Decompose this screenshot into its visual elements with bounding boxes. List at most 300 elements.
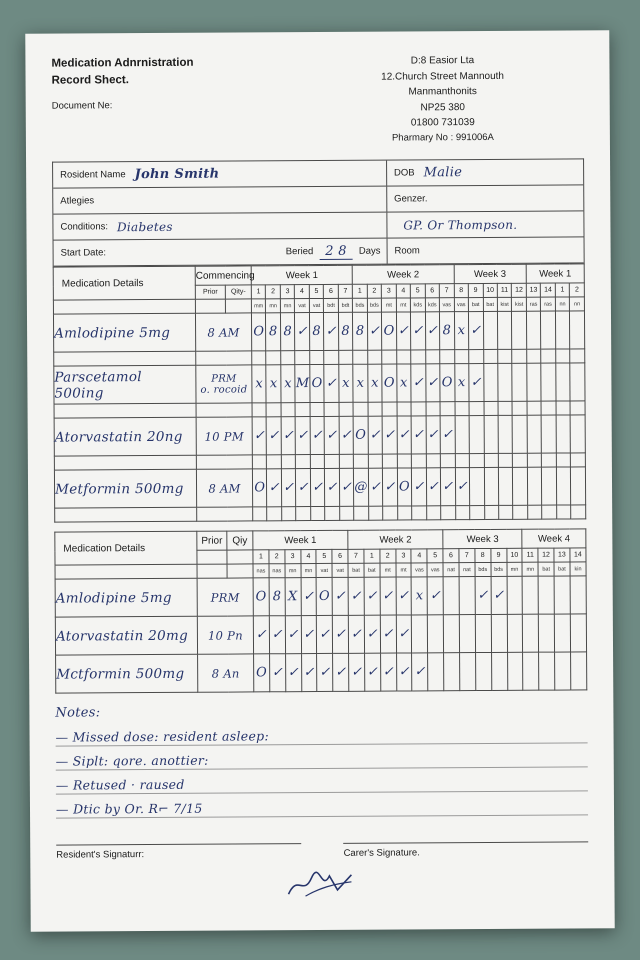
administration-cell[interactable] [570, 614, 586, 652]
day-number: 7 [348, 549, 364, 563]
day-number: 14 [541, 283, 556, 297]
administration-cell[interactable]: X [285, 578, 301, 616]
administration-cell[interactable]: ✓ [348, 577, 364, 615]
administration-cell[interactable] [491, 653, 507, 691]
administration-cell[interactable]: ✓ [396, 577, 412, 615]
administration-cell[interactable]: ✓ [441, 468, 456, 506]
prior-subheader [197, 550, 227, 564]
spacer-cell [484, 402, 499, 416]
administration-cell[interactable] [469, 416, 484, 454]
spacer-cell [499, 506, 514, 520]
administration-cell[interactable] [570, 652, 586, 690]
administration-cell[interactable] [428, 653, 444, 691]
administration-cell[interactable]: O [310, 365, 325, 403]
spacer-cell [397, 454, 412, 468]
day-label: bat [483, 298, 498, 312]
pharmacy-phone: 01800 731039 [410, 117, 475, 129]
pharmacy-address-2: Manmanthonits [408, 86, 477, 98]
administration-cell[interactable] [539, 652, 555, 690]
room-cell [387, 238, 583, 264]
spacer-cell [339, 455, 354, 469]
administration-cell[interactable]: ✓ [411, 364, 426, 402]
administration-cell[interactable]: ✓ [364, 653, 380, 691]
spacer-cell [426, 402, 441, 416]
spacer-cell [310, 455, 325, 469]
administration-cell[interactable]: ✓ [281, 469, 296, 507]
administration-cell[interactable]: O [253, 578, 269, 616]
day-number: 5 [309, 285, 324, 299]
administration-cell[interactable]: ✓ [455, 468, 470, 506]
administration-cell[interactable]: O [252, 469, 267, 507]
administration-cell[interactable]: ✓ [339, 469, 354, 507]
administration-cell[interactable] [522, 576, 538, 614]
day-label: bds [353, 298, 368, 312]
day-number: 3 [396, 549, 412, 563]
medication-row [53, 311, 584, 352]
day-number: 6 [443, 549, 459, 563]
med-details-header: Medication Details [53, 266, 195, 300]
spacer-cell [325, 507, 340, 521]
medication-row [56, 652, 587, 693]
day-number: 2 [269, 550, 285, 564]
spacer-cell [397, 506, 412, 520]
administration-cell[interactable]: 8 [338, 313, 353, 351]
administration-cell[interactable]: O [353, 416, 368, 454]
note-line: — Dtic by Or. R⌐ 7/15 [56, 792, 588, 819]
spacer-cell [455, 454, 470, 468]
spacer-cell [397, 402, 412, 416]
week-header: Week 1 [526, 264, 584, 283]
administration-cell[interactable] [541, 363, 556, 401]
spacer-cell [295, 403, 310, 417]
commencing-header: Commencing [195, 266, 251, 285]
administration-cell[interactable] [538, 576, 554, 614]
day-label: ras [526, 297, 541, 311]
administration-cell[interactable]: 8 [266, 313, 281, 351]
spacer-cell [498, 350, 513, 364]
administration-cell[interactable]: ✓ [426, 416, 441, 454]
administration-cell[interactable] [512, 311, 527, 349]
administration-cell[interactable]: ✓ [301, 654, 317, 692]
administration-cell[interactable] [570, 311, 585, 349]
day-label: ras [541, 297, 556, 311]
day-number: 6 [324, 285, 339, 299]
administration-cell[interactable] [459, 577, 475, 615]
qty-subheader [227, 550, 253, 564]
administration-cell[interactable]: ✓ [285, 616, 301, 654]
administration-cell[interactable]: ✓ [440, 416, 455, 454]
administration-cell[interactable]: ✓ [380, 615, 396, 653]
administration-cell[interactable] [512, 363, 527, 401]
header-left [51, 54, 301, 112]
administration-cell[interactable] [554, 576, 570, 614]
administration-cell[interactable]: ✓ [349, 653, 365, 691]
administration-cell[interactable] [428, 615, 444, 653]
administration-cell[interactable]: 8 [440, 312, 455, 350]
period-group [286, 243, 387, 260]
administration-cell[interactable]: ✓ [396, 653, 412, 691]
administration-cell[interactable]: ✓ [383, 468, 398, 506]
administration-cell[interactable]: x [454, 364, 469, 402]
administration-cell[interactable] [455, 416, 470, 454]
day-label: kist [497, 298, 512, 312]
administration-cell[interactable]: ✓ [364, 615, 380, 653]
spacer-cell [470, 506, 485, 520]
administration-cell[interactable]: ✓ [325, 469, 340, 507]
day-label: bat [554, 562, 570, 576]
allergies-label: Atlegies [60, 195, 95, 207]
administration-cell[interactable] [459, 615, 475, 653]
administration-cell[interactable] [556, 415, 571, 453]
administration-cell[interactable]: ✓ [469, 364, 484, 402]
administration-cell[interactable]: ✓ [333, 616, 349, 654]
signature-row [56, 842, 588, 864]
administration-cell[interactable]: ✓ [367, 312, 382, 350]
administration-cell[interactable]: ✓ [269, 616, 285, 654]
administration-cell[interactable]: ✓ [364, 577, 380, 615]
spacer-cell [426, 506, 441, 520]
administration-cell[interactable]: ✓ [425, 312, 440, 350]
administration-cell[interactable]: ✓ [382, 416, 397, 454]
spacer-cell [197, 507, 253, 521]
day-number: 5 [427, 549, 443, 563]
day-label: bat [364, 563, 380, 577]
week-header: Week 3 [454, 264, 526, 283]
day-number: 8 [475, 549, 491, 563]
administration-cell[interactable] [542, 467, 557, 505]
administration-cell[interactable]: ✓ [295, 313, 310, 351]
qty-header: Qity- [225, 285, 251, 299]
conditions-value: Diabetes [116, 219, 173, 234]
administration-cell[interactable] [491, 615, 507, 653]
administration-cell[interactable]: O [316, 578, 332, 616]
administration-cell[interactable]: ✓ [296, 417, 311, 455]
allergies-row [53, 186, 583, 215]
administration-cell[interactable]: ✓ [427, 577, 443, 615]
spacer-cell [571, 453, 586, 467]
dose-time: 10 Pn [197, 616, 253, 654]
week-header: Week 1 [251, 266, 352, 286]
administration-cell[interactable] [443, 577, 459, 615]
day-label: mn [507, 562, 523, 576]
administration-cell[interactable]: x [266, 365, 281, 403]
administration-cell[interactable]: O [251, 313, 266, 351]
day-label: vas [454, 298, 469, 312]
resident-signature-block[interactable] [56, 843, 301, 863]
administration-cell[interactable] [513, 415, 528, 453]
day-label: mt [396, 563, 412, 577]
spacer-cell [252, 455, 267, 469]
document-number-label: Document Ne: [51, 100, 113, 112]
administration-cell[interactable] [469, 468, 484, 506]
medication-name: Amlodipine 5mg [53, 313, 195, 352]
administration-cell[interactable]: @ [354, 468, 369, 506]
spacer-cell [513, 505, 528, 519]
administration-cell[interactable]: x [281, 365, 296, 403]
spacer-cell [368, 402, 383, 416]
day-label: mn [301, 564, 317, 578]
period-value: 2 8 [319, 244, 353, 260]
administration-cell[interactable] [527, 415, 542, 453]
spacer-cell [339, 507, 354, 521]
spacer-cell [513, 453, 528, 467]
administration-cell[interactable]: ✓ [317, 616, 333, 654]
administration-cell[interactable]: ✓ [339, 417, 354, 455]
start-date-label: Start Date: [60, 247, 107, 259]
day-label: nat [459, 563, 475, 577]
start-date-row [54, 238, 584, 267]
administration-cell[interactable]: ✓ [368, 468, 383, 506]
administration-cell[interactable] [523, 614, 539, 652]
spacer-cell [54, 455, 196, 470]
qty-header: Qiy [227, 531, 253, 550]
administration-cell[interactable]: ✓ [285, 654, 301, 692]
page-title-line2: Record Shect. [51, 73, 129, 87]
day-number: 1 [251, 285, 266, 299]
medication-name: Atorvastatin 20mg [55, 616, 197, 655]
spacer-cell [425, 350, 440, 364]
administration-cell[interactable]: ✓ [380, 653, 396, 691]
spacer-cell [382, 402, 397, 416]
administration-cell[interactable]: x [396, 364, 411, 402]
administration-cell[interactable] [523, 652, 539, 690]
administration-cell[interactable] [527, 363, 542, 401]
spacer-cell [440, 454, 455, 468]
carer-signature-block[interactable] [343, 842, 588, 862]
spacer-cell [353, 350, 368, 364]
administration-cell[interactable]: ✓ [301, 578, 317, 616]
administration-cell[interactable] [507, 576, 523, 614]
day-number: 5 [410, 284, 425, 298]
dose-time: PRM o. rocoid [196, 365, 252, 403]
day-label: bds [367, 298, 382, 312]
administration-cell[interactable]: ✓ [332, 578, 348, 616]
spacer-cell [55, 507, 197, 522]
administration-cell[interactable]: ✓ [348, 615, 364, 653]
note-line: — Missed dose: resident asleep: [55, 720, 587, 747]
administration-cell[interactable] [483, 364, 498, 402]
dose-time: 8 AM [195, 313, 251, 351]
spacer-cell [454, 350, 469, 364]
spacer-cell [310, 351, 325, 365]
spacer-cell [383, 454, 398, 468]
week-header: Week 2 [352, 265, 453, 285]
administration-cell[interactable]: O [254, 654, 270, 692]
administration-cell[interactable]: x [454, 312, 469, 350]
administration-cell[interactable]: O [440, 364, 455, 402]
spacer-cell [295, 351, 310, 365]
administration-cell[interactable]: ✓ [281, 417, 296, 455]
administration-cell[interactable] [498, 468, 513, 506]
spacer-cell [54, 403, 196, 418]
administration-cell[interactable] [498, 364, 513, 402]
administration-cell[interactable]: ✓ [396, 312, 411, 350]
administration-cell[interactable]: O [382, 312, 397, 350]
spacer-cell [556, 401, 571, 415]
administration-cell[interactable]: ✓ [411, 416, 426, 454]
resident-signature-label: Resident's Signaturr: [56, 849, 145, 861]
carer-signature-label: Carer's Signature. [343, 847, 420, 860]
administration-cell[interactable]: ✓ [253, 616, 269, 654]
administration-cell[interactable]: O [382, 364, 397, 402]
spacer-cell [383, 506, 398, 520]
administration-cell[interactable]: ✓ [412, 653, 428, 691]
spacer-cell [426, 454, 441, 468]
administration-cell[interactable] [555, 311, 570, 349]
medication-row [54, 415, 585, 456]
administration-cell[interactable]: ✓ [396, 615, 412, 653]
administration-cell[interactable]: 8 [353, 312, 368, 350]
administration-cell[interactable]: ✓ [475, 577, 491, 615]
day-number: 7 [459, 549, 475, 563]
administration-cell[interactable]: ✓ [469, 312, 484, 350]
administration-cell[interactable] [571, 467, 586, 505]
administration-cell[interactable]: ✓ [368, 416, 383, 454]
day-label: mt [380, 563, 396, 577]
administration-cell[interactable]: ✓ [333, 654, 349, 692]
dose-time: 8 An [198, 654, 254, 692]
administration-cell[interactable]: M [295, 365, 310, 403]
administration-cell[interactable]: 8 [280, 313, 295, 351]
administration-cell[interactable]: ✓ [310, 417, 325, 455]
administration-cell[interactable] [475, 615, 491, 653]
resident-name-value: John Smith [134, 166, 220, 183]
administration-cell[interactable]: ✓ [296, 469, 311, 507]
administration-cell[interactable] [497, 312, 512, 350]
spacer-cell [281, 455, 296, 469]
day-label: nat [443, 563, 459, 577]
administration-cell[interactable]: x [252, 365, 267, 403]
administration-cell[interactable]: ✓ [412, 468, 427, 506]
administration-cell[interactable]: ✓ [252, 417, 267, 455]
administration-cell[interactable] [513, 467, 528, 505]
administration-cell[interactable]: ✓ [267, 469, 282, 507]
notes-title: Notes: [55, 705, 101, 721]
administration-cell[interactable]: ✓ [397, 416, 412, 454]
administration-cell[interactable]: 8 [309, 313, 324, 351]
medication-row [54, 467, 585, 508]
pharmacy-block [301, 52, 584, 146]
administration-cell[interactable] [475, 653, 491, 691]
administration-cell[interactable] [443, 615, 459, 653]
spacer-cell [252, 403, 267, 417]
spacer-cell [441, 506, 456, 520]
day-number: 8 [454, 284, 469, 298]
week-header: Week 1 [253, 531, 348, 551]
pharmacy-postcode: NP25 380 [420, 101, 466, 113]
administration-cell[interactable] [507, 614, 523, 652]
administration-cell[interactable] [554, 614, 570, 652]
administration-cell[interactable]: ✓ [324, 365, 339, 403]
administration-cell[interactable] [460, 653, 476, 691]
administration-cell[interactable] [507, 652, 523, 690]
administration-cell[interactable]: ✓ [491, 577, 507, 615]
administration-cell[interactable]: x [339, 365, 354, 403]
spacer-cell [570, 401, 585, 415]
spacer-cell [484, 454, 499, 468]
administration-cell[interactable] [412, 615, 428, 653]
administration-cell[interactable]: x [412, 577, 428, 615]
administration-cell[interactable]: ✓ [425, 364, 440, 402]
spacer-cell [354, 506, 369, 520]
administration-cell[interactable] [483, 312, 498, 350]
resident-name-cell [53, 161, 387, 188]
day-label: bds [475, 563, 491, 577]
administration-cell[interactable]: ✓ [324, 417, 339, 455]
administration-cell[interactable] [526, 311, 541, 349]
administration-cell[interactable]: ✓ [317, 654, 333, 692]
pharmacy-name: D:8 Easior Lta [410, 55, 475, 67]
administration-cell[interactable] [555, 652, 571, 690]
administration-cell[interactable]: ✓ [267, 417, 282, 455]
spacer-cell [281, 351, 296, 365]
administration-cell[interactable] [541, 415, 556, 453]
medication-name: Parscetamol 500ing [54, 365, 196, 404]
administration-cell[interactable] [498, 416, 513, 454]
administration-cell[interactable] [539, 614, 555, 652]
conditions-label: Conditions: [60, 221, 109, 233]
administration-cell[interactable] [570, 576, 586, 614]
day-label: mn [285, 564, 301, 578]
administration-cell[interactable]: ✓ [269, 654, 285, 692]
administration-cell[interactable] [556, 363, 571, 401]
spacer-cell [296, 455, 311, 469]
medication-name: Metformin 500mg [54, 469, 196, 508]
administration-cell[interactable]: x [353, 364, 368, 402]
day-number: 6 [425, 284, 440, 298]
spacer-cell [296, 507, 311, 521]
spacer-cell [324, 403, 339, 417]
administration-cell[interactable] [570, 363, 585, 401]
administration-cell[interactable] [541, 311, 556, 349]
day-number: 1 [555, 283, 570, 297]
administration-cell[interactable]: 8 [269, 578, 285, 616]
spacer-cell [311, 507, 326, 521]
administration-cell[interactable]: ✓ [301, 616, 317, 654]
spacer-cell [542, 453, 557, 467]
administration-cell[interactable] [484, 468, 499, 506]
spacer-cell [252, 351, 267, 365]
medication-row [54, 363, 585, 404]
spacer-cell [484, 506, 499, 520]
spacer-cell [469, 402, 484, 416]
administration-cell[interactable]: ✓ [310, 469, 325, 507]
spacer-cell [267, 455, 282, 469]
administration-cell[interactable]: ✓ [411, 312, 426, 350]
notes-lines [55, 720, 588, 819]
administration-cell[interactable] [570, 415, 585, 453]
administration-cell[interactable] [484, 416, 499, 454]
day-number: 4 [396, 284, 411, 298]
administration-cell[interactable]: x [368, 364, 383, 402]
spacer-cell [266, 351, 281, 365]
administration-cell[interactable] [527, 467, 542, 505]
administration-cell[interactable]: O [397, 468, 412, 506]
spacer-cell [267, 507, 282, 521]
day-number: 14 [570, 548, 586, 562]
administration-cell[interactable]: ✓ [324, 313, 339, 351]
day-label: nas [253, 564, 269, 578]
page-title-line1: Medication Adnrnistration [51, 56, 194, 70]
administration-cell[interactable] [556, 467, 571, 505]
administration-cell[interactable]: ✓ [426, 468, 441, 506]
spacer-cell [571, 505, 586, 519]
dose-time: PRM [197, 578, 253, 616]
administration-cell[interactable] [444, 653, 460, 691]
gender-label: Genzer. [394, 193, 428, 205]
administration-cell[interactable]: ✓ [380, 577, 396, 615]
day-number: 6 [332, 550, 348, 564]
